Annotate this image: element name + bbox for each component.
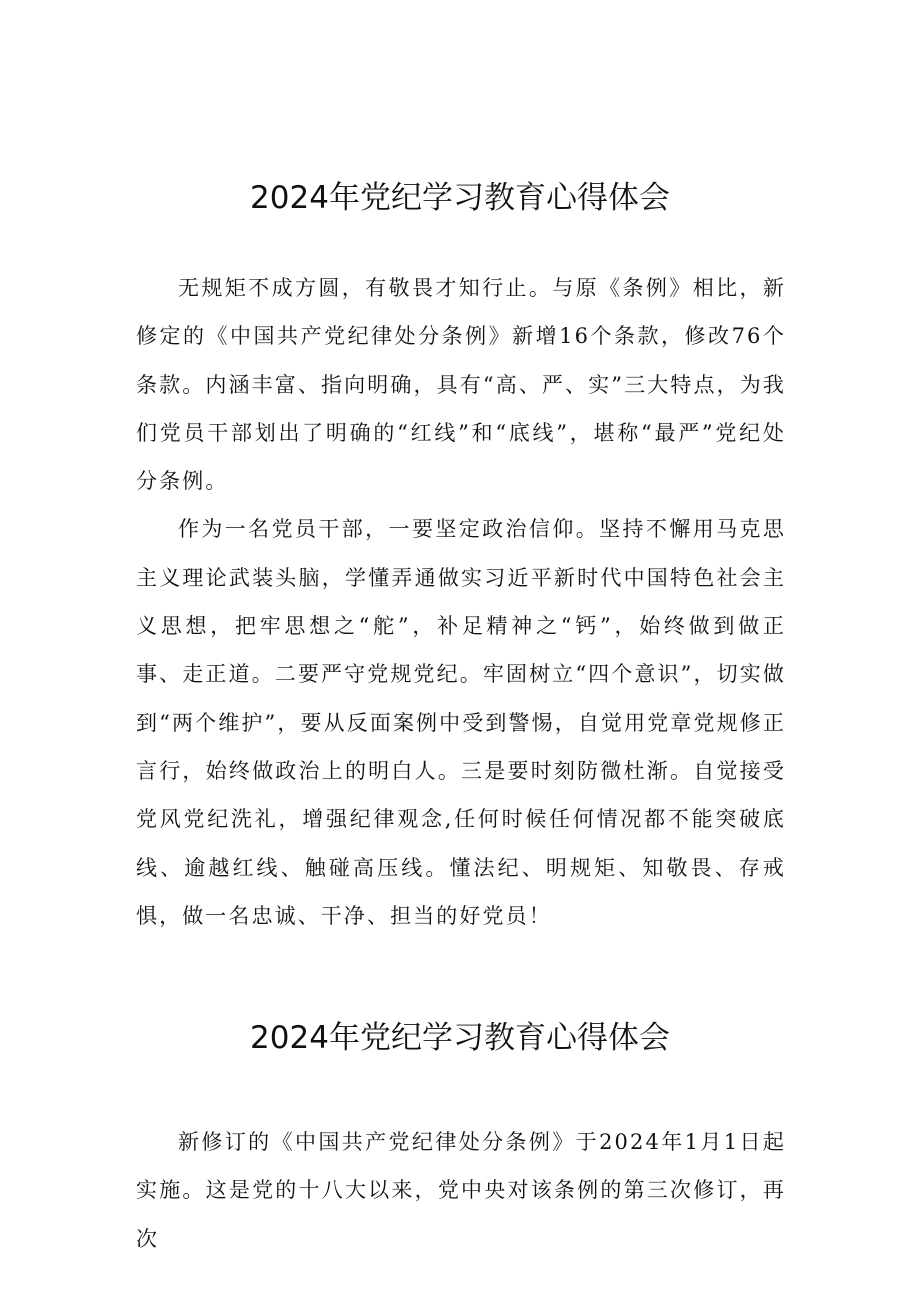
essay-title-1: 2024年党纪学习教育心得体会 [250, 180, 670, 216]
paragraph-1: 无规矩不成方圆，有敬畏才知行止。与原《条例》相比，新修定的《中国共产党纪律处分条例》新增16个条款，修改76个条款。内涵丰富、指向明确，具有“高、严、实”三大特点，为我们党员干部划出了明确的“红线”和“底线”，堪称“最严”党纪处分条例。 [136, 276, 786, 494]
essay-title-2: 2024年党纪学习教育心得体会 [250, 1020, 670, 1056]
essay-body-2 [136, 1118, 786, 1251]
paragraph-3: 新修订的《中国共产党纪律处分条例》于2024年1月1日起实施。这是党的十八大以来，党中央对该条例的第三次修订，再次 [136, 1130, 786, 1251]
essay-body-1 [136, 264, 786, 940]
paragraph-2: 作为一名党员干部，一要坚定政治信仰。坚持不懈用马克思主义理论武装头脑，学懂弄通做实习近平新时代中国特色社会主义思想，把牢思想之“舵”，补足精神之“钙”，始终做到做正事、走正道。二要严守党规党纪。牢固树立“四个意识”，切实做到“两个维护”，要从反面案例中受到警惕，自觉用党章党规修正言行，始终做政治上的明白人。三是要时刻防微杜渐。自觉接受党风党纪洗礼，增强纪律观念,任何时候任何情况都不能突破底线、逾越红线、触碰高压线。懂法纪、明规矩、知敬畏、存戒惧，做一名忠诚、干净、担当的好党员！ [136, 517, 786, 928]
